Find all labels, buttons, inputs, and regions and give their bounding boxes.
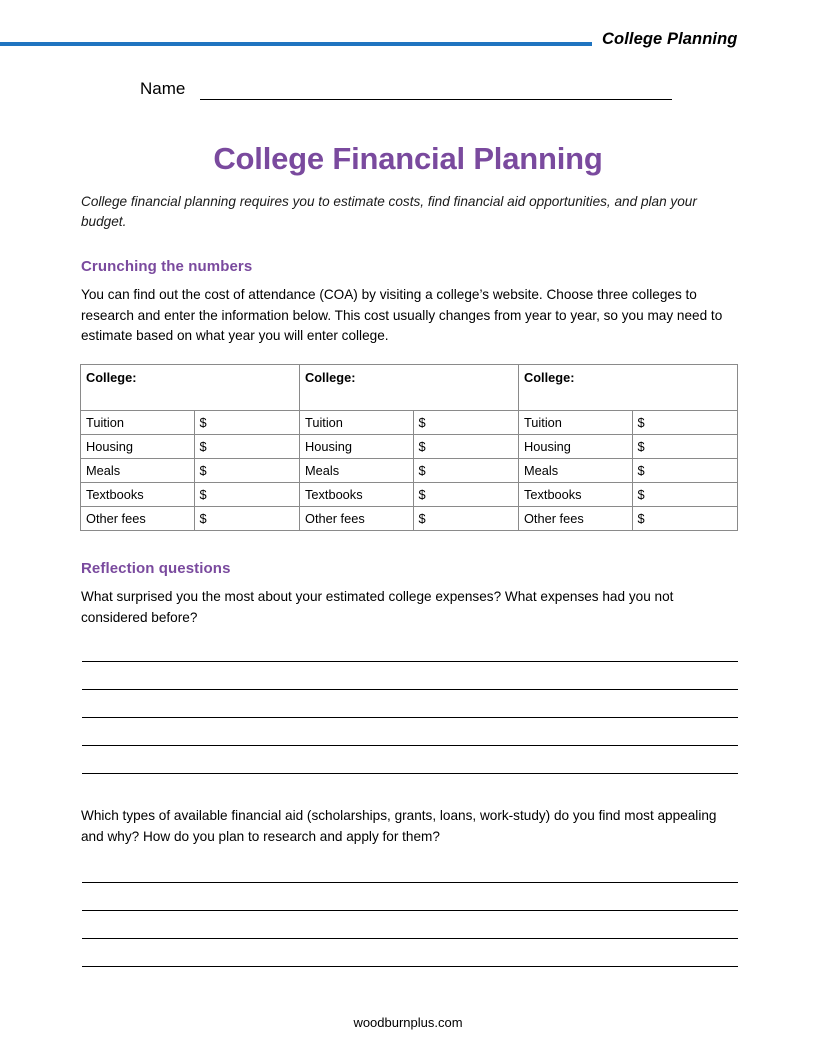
answer-line-q2-1[interactable]	[82, 882, 738, 883]
cost-of-attendance-table	[80, 364, 738, 531]
row-label-meals-1: Meals	[81, 459, 195, 483]
answer-line-q1-3[interactable]	[82, 717, 738, 718]
amount-cell-textbooks-3[interactable]: $	[632, 483, 737, 507]
table-row	[81, 507, 738, 531]
row-label-tuition-3: Tuition	[518, 411, 632, 435]
row-label-textbooks-3: Textbooks	[518, 483, 632, 507]
table-row	[81, 411, 738, 435]
row-label-housing-2: Housing	[299, 435, 413, 459]
row-label-textbooks-2: Textbooks	[299, 483, 413, 507]
row-label-textbooks-1: Textbooks	[81, 483, 195, 507]
amount-cell-tuition-2[interactable]: $	[413, 411, 518, 435]
section-heading-crunching-the-numbers: Crunching the numbers	[81, 258, 253, 275]
name-label: Name	[140, 79, 186, 98]
name-input-line[interactable]	[200, 99, 672, 100]
row-label-meals-2: Meals	[299, 459, 413, 483]
college-name-cell-3[interactable]: College:	[518, 365, 737, 411]
footer-attribution: woodburnplus.com	[353, 1015, 463, 1030]
amount-cell-housing-1[interactable]: $	[194, 435, 299, 459]
college-name-cell-1[interactable]: College:	[81, 365, 300, 411]
row-label-other-fees-3: Other fees	[518, 507, 632, 531]
amount-cell-tuition-1[interactable]: $	[194, 411, 299, 435]
college-name-cell-2[interactable]: College:	[299, 365, 518, 411]
answer-line-q1-2[interactable]	[82, 689, 738, 690]
crunching-paragraph: You can find out the cost of attendance (COA) by visiting a college’s website. Choose three colleges to research and enter the information below. This cost usually changes from year to year, so you may need to estimate based on what year you will enter college.	[81, 287, 723, 343]
reflection-question-2-text: Which types of available financial aid (scholarships, grants, loans, work-study) do you find most appealing and why? How do you plan to research and apply for them?	[81, 808, 717, 844]
row-label-tuition-1: Tuition	[81, 411, 195, 435]
amount-cell-meals-2[interactable]: $	[413, 459, 518, 483]
answer-line-q2-4[interactable]	[82, 966, 738, 967]
amount-cell-other-fees-2[interactable]: $	[413, 507, 518, 531]
answer-line-q2-2[interactable]	[82, 910, 738, 911]
table-row	[81, 459, 738, 483]
amount-cell-tuition-3[interactable]: $	[632, 411, 737, 435]
row-label-other-fees-1: Other fees	[81, 507, 195, 531]
answer-line-q1-4[interactable]	[82, 745, 738, 746]
row-label-tuition-2: Tuition	[299, 411, 413, 435]
header-rule	[0, 42, 592, 46]
amount-cell-meals-1[interactable]: $	[194, 459, 299, 483]
table-row	[81, 435, 738, 459]
amount-cell-other-fees-1[interactable]: $	[194, 507, 299, 531]
intro-paragraph: College financial planning requires you to estimate costs, find financial aid opportunities, and plan your budget.	[81, 194, 697, 229]
answer-line-q1-5[interactable]	[82, 773, 738, 774]
table-row-college-header	[81, 365, 738, 411]
row-label-housing-1: Housing	[81, 435, 195, 459]
reflection-question-1-text: What surprised you the most about your estimated college expenses? What expenses had you not considered before?	[81, 589, 674, 625]
row-label-housing-3: Housing	[518, 435, 632, 459]
table-row	[81, 483, 738, 507]
row-label-other-fees-2: Other fees	[299, 507, 413, 531]
amount-cell-other-fees-3[interactable]: $	[632, 507, 737, 531]
amount-cell-textbooks-1[interactable]: $	[194, 483, 299, 507]
page-header	[0, 30, 816, 62]
amount-cell-meals-3[interactable]: $	[632, 459, 737, 483]
section-heading-reflection-questions: Reflection questions	[81, 560, 231, 577]
amount-cell-housing-2[interactable]: $	[413, 435, 518, 459]
amount-cell-textbooks-2[interactable]: $	[413, 483, 518, 507]
page-title: College Financial Planning	[213, 141, 603, 176]
row-label-meals-3: Meals	[518, 459, 632, 483]
amount-cell-housing-3[interactable]: $	[632, 435, 737, 459]
header-title: College Planning	[602, 30, 738, 48]
name-field-row	[140, 79, 680, 105]
answer-line-q2-3[interactable]	[82, 938, 738, 939]
answer-line-q1-1[interactable]	[82, 661, 738, 662]
